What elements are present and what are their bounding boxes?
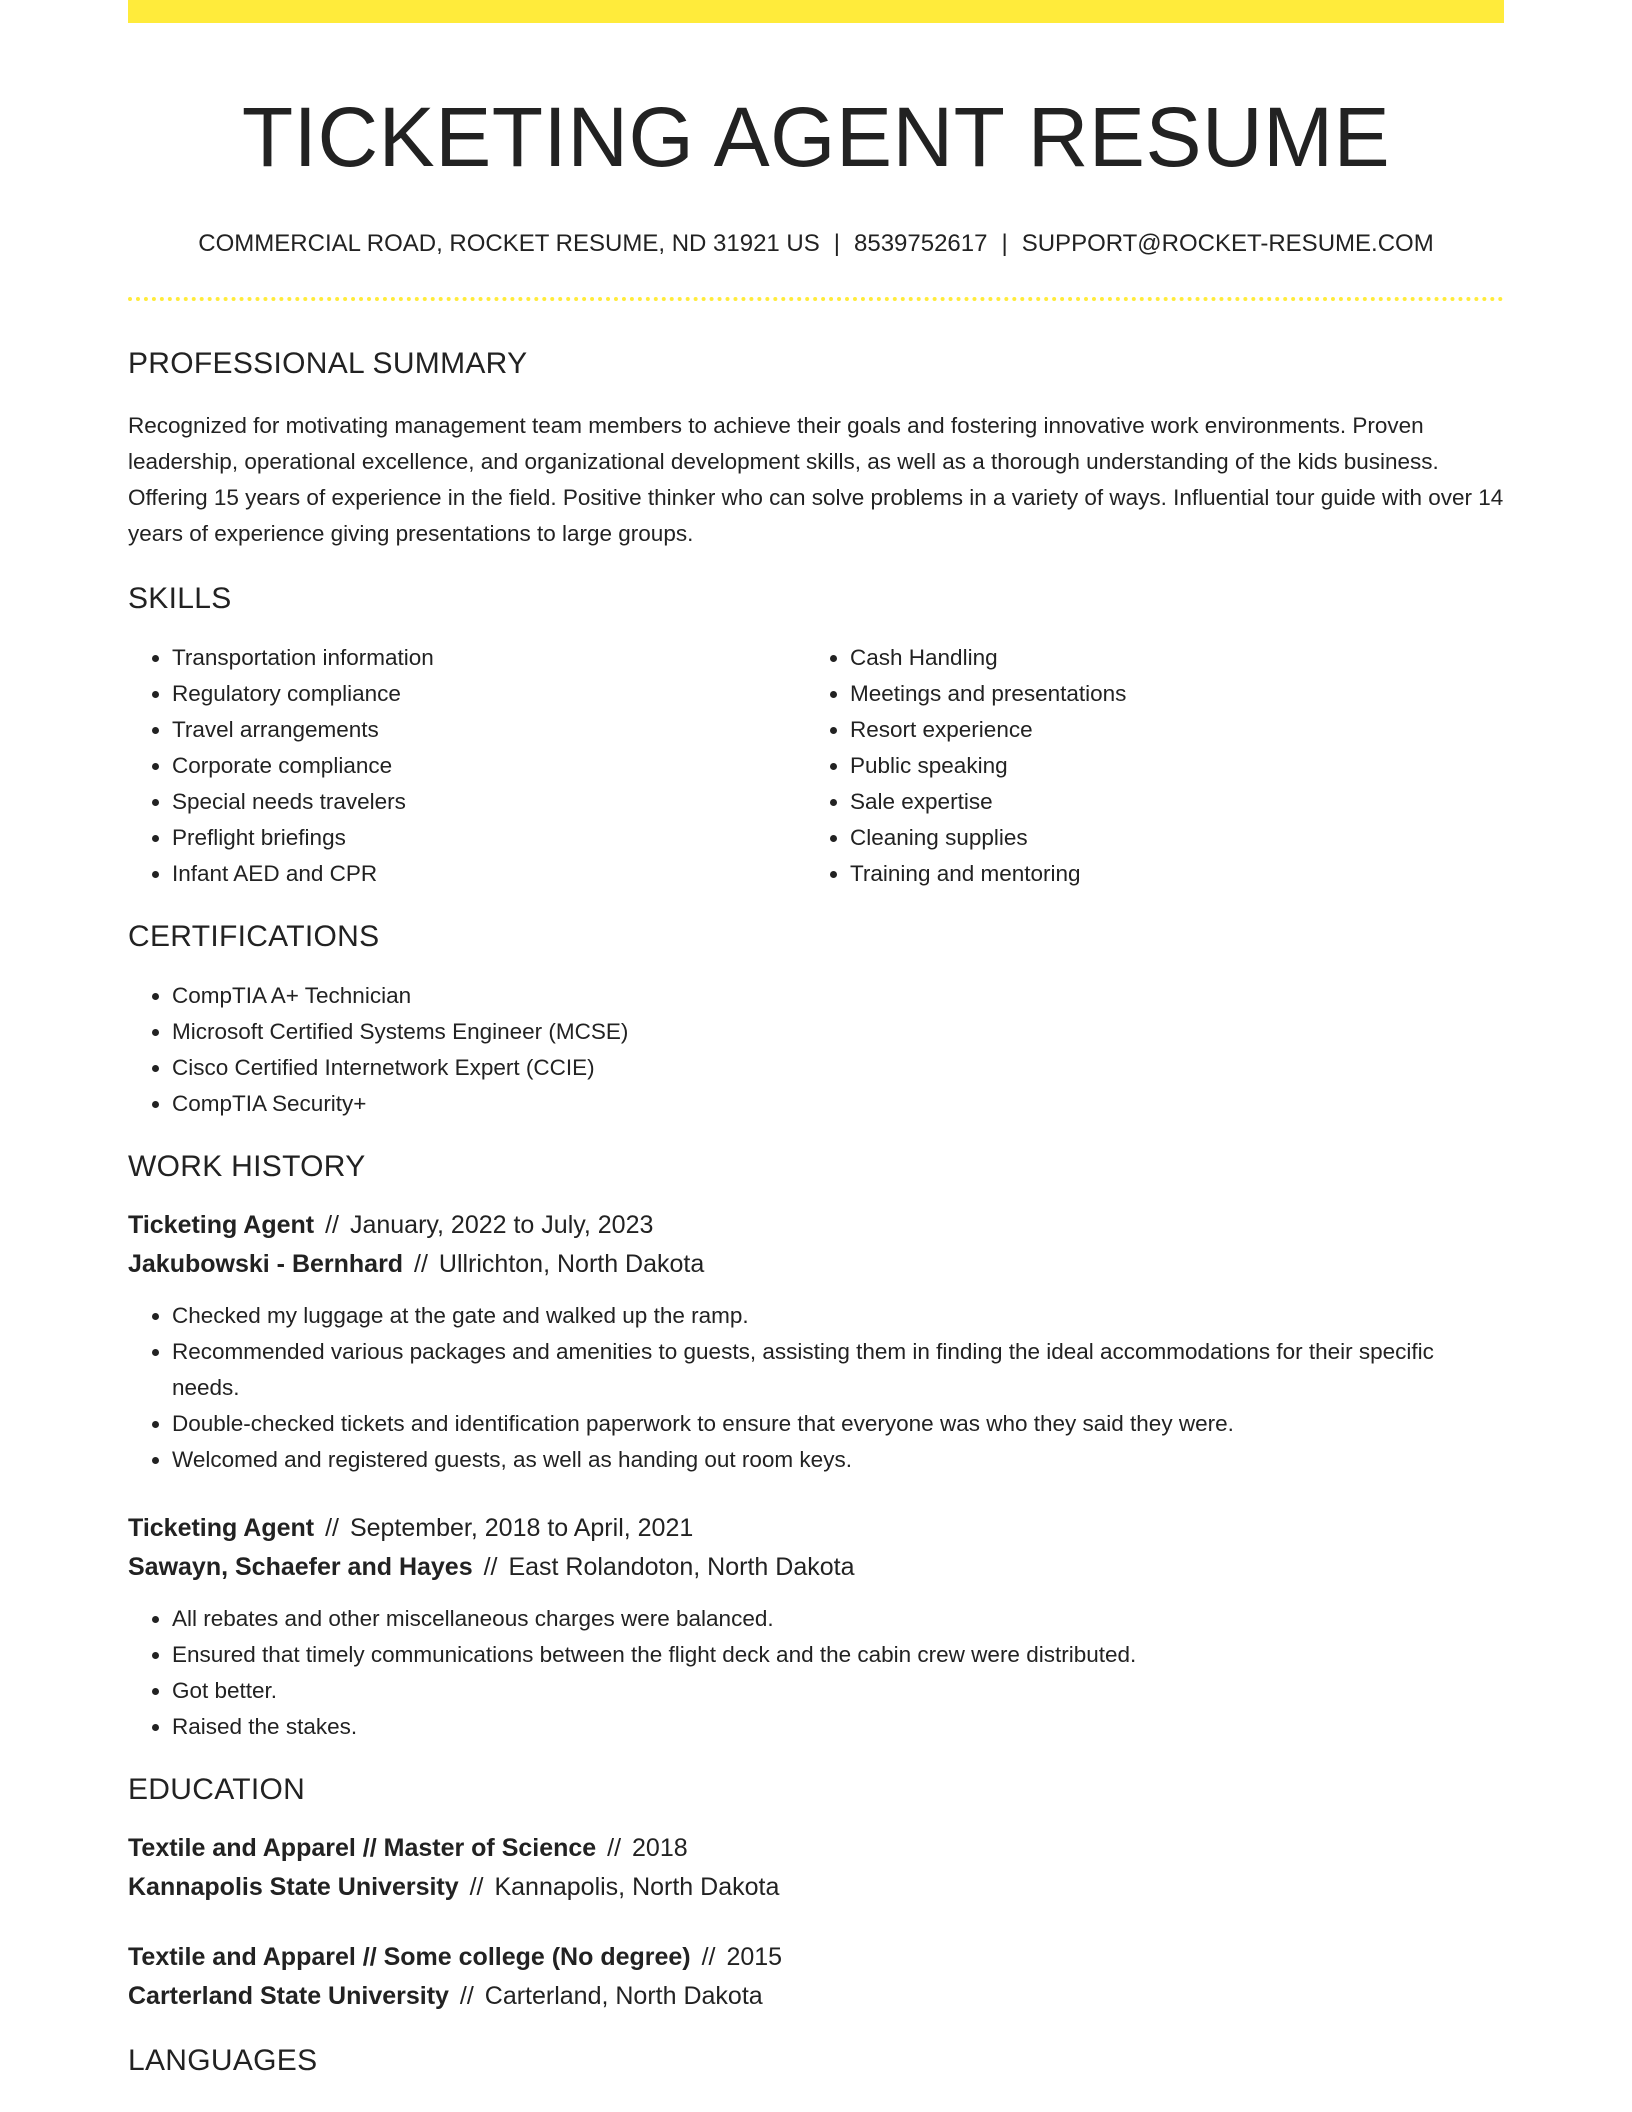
skill-item: • Public speaking (850, 748, 1484, 784)
education-location: Carterland, North Dakota (484, 1981, 763, 2010)
education-school-line (128, 1868, 1504, 1907)
skills-columns (128, 640, 1504, 892)
job-entry (128, 1206, 1504, 1478)
job-bullet: • Double-checked tickets and identification paperwork to ensure that everyone was who they said they were. (172, 1406, 1504, 1442)
job-title: Ticketing Agent (128, 1210, 315, 1239)
top-accent-bar (128, 0, 1504, 23)
education-year: 2015 (726, 1942, 783, 1971)
job-title: Ticketing Agent (128, 1513, 315, 1542)
certifications-heading: CERTIFICATIONS (128, 919, 380, 953)
contact-address: COMMERCIAL ROAD, ROCKET RESUME, ND 31921 US (198, 229, 820, 257)
job-dates: January, 2022 to July, 2023 (349, 1210, 654, 1239)
skill-item: • Resort experience (850, 712, 1484, 748)
education-separator: // (459, 1981, 474, 2010)
skill-item: • Regulatory compliance (172, 676, 806, 712)
job-dates: September, 2018 to April, 2021 (349, 1513, 694, 1542)
summary-heading: PROFESSIONAL SUMMARY (128, 346, 528, 380)
certification-item: • Cisco Certified Internetwork Expert (CCIE) (172, 1050, 1504, 1086)
job-bullet: • All rebates and other miscellaneous charges were balanced. (172, 1601, 1504, 1637)
job-company: Jakubowski - Bernhard (128, 1249, 404, 1278)
skill-item: • Corporate compliance (172, 748, 806, 784)
job-bullets (128, 1601, 1504, 1745)
contact-phone: 8539752617 (854, 229, 988, 257)
education-degree: Textile and Apparel // Some college (No degree) (128, 1942, 691, 1971)
job-bullets (128, 1298, 1504, 1478)
resume-page (128, 0, 1504, 2079)
job-bullet: • Welcomed and registered guests, as well as handing out room keys. (172, 1442, 1504, 1478)
skill-item: • Preflight briefings (172, 820, 806, 856)
contact-line (128, 228, 1504, 259)
job-title-line (128, 1206, 1504, 1245)
resume-title: TICKETING AGENT RESUME (241, 90, 1391, 184)
education-degree-line (128, 1829, 1504, 1868)
certification-item: • Microsoft Certified Systems Engineer (MCSE) (172, 1014, 1504, 1050)
job-separator: // (325, 1513, 339, 1542)
certification-item: • CompTIA Security+ (172, 1086, 1504, 1122)
skill-item: • Travel arrangements (172, 712, 806, 748)
job-separator: // (325, 1210, 339, 1239)
job-company-line (128, 1245, 1504, 1284)
education-school: Kannapolis State University (128, 1872, 459, 1901)
education-year: 2018 (632, 1833, 688, 1862)
contact-email: SUPPORT@ROCKET-RESUME.COM (1021, 229, 1434, 257)
skill-item: • Infant AED and CPR (172, 856, 806, 892)
job-location: Ullrichton, North Dakota (438, 1249, 705, 1278)
education-degree-line (128, 1938, 1504, 1977)
languages-heading: LANGUAGES (128, 2043, 318, 2077)
job-company-line (128, 1548, 1504, 1587)
skill-item: • Special needs travelers (172, 784, 806, 820)
job-bullet: • Ensured that timely communications between the flight deck and the cabin crew were distributed. (172, 1637, 1504, 1673)
skill-item: • Meetings and presentations (850, 676, 1484, 712)
job-company: Sawayn, Schaefer and Hayes (128, 1552, 473, 1581)
job-separator: // (483, 1552, 498, 1581)
job-bullet: • Got better. (172, 1673, 1504, 1709)
education-entry (128, 1829, 1504, 1907)
skills-left-column (128, 640, 806, 892)
education-separator: // (701, 1942, 716, 1971)
job-location: East Rolandoton, North Dakota (508, 1552, 855, 1581)
skill-item: • Training and mentoring (850, 856, 1484, 892)
certifications-list (128, 978, 1504, 1122)
skill-item: • Sale expertise (850, 784, 1484, 820)
job-bullet: • Raised the stakes. (172, 1709, 1504, 1745)
work-history-heading: WORK HISTORY (128, 1149, 366, 1183)
education-heading: EDUCATION (128, 1772, 306, 1806)
skill-item: • Transportation information (172, 640, 806, 676)
skills-right-column (806, 640, 1484, 892)
summary-text: Recognized for motivating management team members to achieve their goals and fostering innovative work environments. Proven leadership, operational excellence, and organizational development skills, as well as a thorough understanding of the kids business. Offering 15 years of experience in the field. Positive thinker who can solve problems in a variety of ways. Influential tour guide with over 14 years of experience giving presentations to large groups. (128, 412, 1504, 546)
education-location: Kannapolis, North Dakota (494, 1872, 780, 1901)
certification-item: • CompTIA A+ Technician (172, 978, 1504, 1014)
job-bullet: • Recommended various packages and amenities to guests, assisting them in finding the ideal accommodations for their specific needs. (172, 1334, 1504, 1406)
job-entry (128, 1509, 1504, 1745)
skills-right-list (806, 640, 1484, 892)
job-bullet: • Checked my luggage at the gate and walked up the ramp. (172, 1298, 1504, 1334)
skill-item: • Cleaning supplies (850, 820, 1484, 856)
contact-separator: | (833, 229, 840, 257)
contact-separator: | (1001, 229, 1008, 257)
job-separator: // (414, 1249, 428, 1278)
education-school: Carterland State University (128, 1981, 449, 2010)
education-entry (128, 1938, 1504, 2016)
skills-heading: SKILLS (128, 581, 232, 615)
education-separator: // (607, 1833, 622, 1862)
education-school-line (128, 1977, 1504, 2016)
skill-item: • Cash Handling (850, 640, 1484, 676)
dotted-divider (128, 297, 1504, 301)
education-degree: Textile and Apparel // Master of Science (128, 1833, 597, 1862)
education-separator: // (469, 1872, 484, 1901)
job-title-line (128, 1509, 1504, 1548)
skills-left-list (128, 640, 806, 892)
